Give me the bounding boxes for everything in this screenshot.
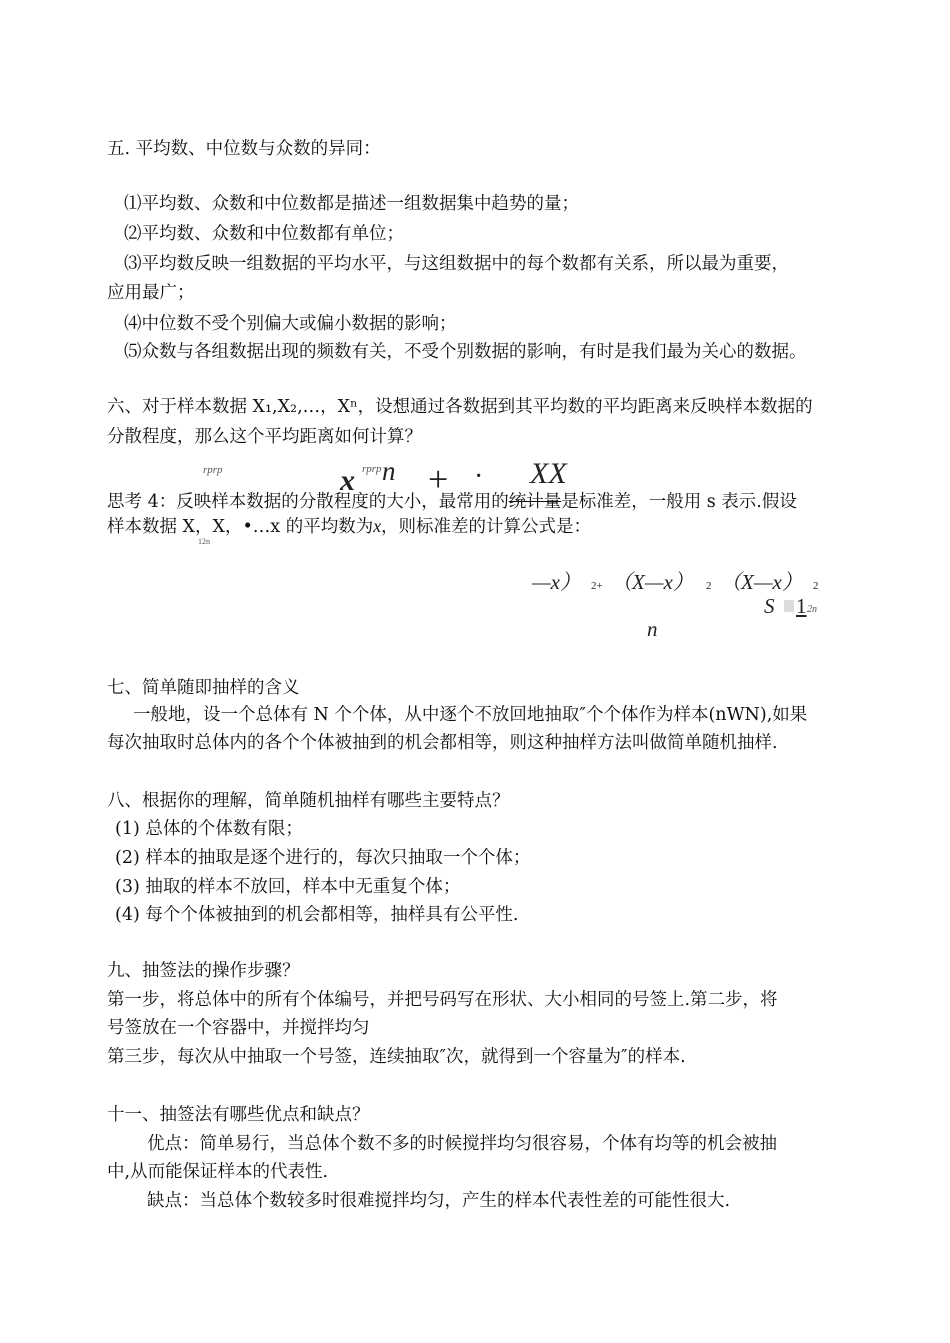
section7-line-2: 每次抽取时总体内的各个个体被抽到的机会都相等，则这种抽样方法叫做简单随机抽样. [107,733,778,753]
section7-line-1: 一般地，设一个总体有 N 个个体，从中逐个不放回地抽取″个个体作为样本(nWN),如果 [133,705,808,725]
formula-artifact-sub-12n: 12n [198,537,210,546]
section5-item-3-cont: 应用最广； [107,283,195,303]
section5-item-3: ⑶平均数反映一组数据的平均水平，与这组数据中的每个数都有关系，所以最为重要， [124,254,789,274]
section8-item-2: (2) 样本的抽取是逐个进行的，每次只抽取一个个体； [115,848,531,868]
section8-item-3: (3) 抽取的样本不放回，样本中无重复个体； [115,877,461,897]
section5-item-1: ⑴平均数、众数和中位数都是描述一组数据集中趋势的量； [124,194,579,214]
formula-sup-3: 2 [813,580,819,592]
section6-line-2: 分散程度，那么这个平均距离如何计算？ [107,427,422,447]
section5-heading: 五. 平均数、中位数与众数的异同： [107,139,381,159]
formula-artifact-rprp-mid: rprp [362,463,382,475]
section5-item-5: ⑸众数与各组数据出现的频数有关，不受个别数据的影响，有时是我们最为关心的数据。 [124,342,807,362]
section9-line-3: 第三步，每次从中抽取一个号签，连续抽取″次，就得到一个容量为″的样本. [107,1047,686,1067]
think4-line-2-x: x [373,516,382,536]
section8-item-4: (4) 每个个体被抽到的机会都相等，抽样具有公平性. [115,905,519,925]
think4-line-1 [107,491,797,513]
section6-line-1: 六、对于样本数据 X₁,X₂,…，Xⁿ，设想通过各数据到其平均数的平均距离来反映样本数据的 [107,397,813,417]
formula-artifact-dot: · [474,461,484,492]
formula-sup-1: 2+ [591,580,603,592]
formula-artifact-n-big: n [382,456,396,486]
think4-line-2 [107,515,591,538]
think4-line-2-end: ，则标准差的计算公式是： [381,517,592,537]
section7-heading: 七、简单随即抽样的含义 [107,678,300,698]
formula-sup-2: 2 [706,580,712,592]
think4-line-1-strike: 统计量 [508,492,562,512]
section11-heading: 十一、抽签法有哪些优点和缺点？ [107,1105,370,1125]
formula-s: S [764,594,775,618]
section9-line-1: 第一步，将总体中的所有个体编号，并把号码写在形状、大小相同的号签上.第二步，将 [107,990,778,1010]
formula-artifact-x-big: x [340,464,355,497]
formula-blur-box [784,600,794,612]
section8-item-1: (1) 总体的个体数有限； [115,819,303,839]
formula-artifact-rprp-left: rprp [203,464,223,476]
formula-part-3: （X—x） [720,570,803,594]
section8-heading: 八、根据你的理解，简单随机抽样有哪些主要特点？ [107,791,510,811]
think4-line-1-b: 是标准差，一般用 s 表示.假设 [561,492,797,512]
formula-part-1: —x） [532,570,581,594]
think4-line-2-text: 样本数据 X，X，•…x 的平均数为 [107,517,374,537]
formula-artifact-xx: XX [530,457,567,490]
section5-item-4: ⑷中位数不受个别偏大或偏小数据的影响； [124,314,457,334]
formula-denominator: n [647,617,658,641]
section9-heading: 九、抽签法的操作步骤？ [107,961,300,981]
formula-artifact-plus: + [428,459,449,499]
section9-line-2: 号签放在一个容器中，并搅拌均匀 [107,1018,370,1038]
formula-part-2: （X—x） [611,570,694,594]
section11-advantage-1: 优点：简单易行，当总体个数不多的时候搅拌均匀很容易，个体有均等的机会被抽 [147,1134,777,1154]
formula-one: 1 [796,594,807,618]
think4-line-1-a: 思考 4：反映样本数据的分散程度的大小，最常用的 [107,492,509,512]
section11-disadvantage: 缺点：当总体个数较多时很难搅拌均匀，产生的样本代表性差的可能性很大. [147,1191,731,1211]
section5-item-2: ⑵平均数、众数和中位数都有单位； [124,224,404,244]
formula-sub-2n: 2n [807,604,817,615]
section11-advantage-2: 中,从而能保证样本的代表性. [107,1162,329,1182]
